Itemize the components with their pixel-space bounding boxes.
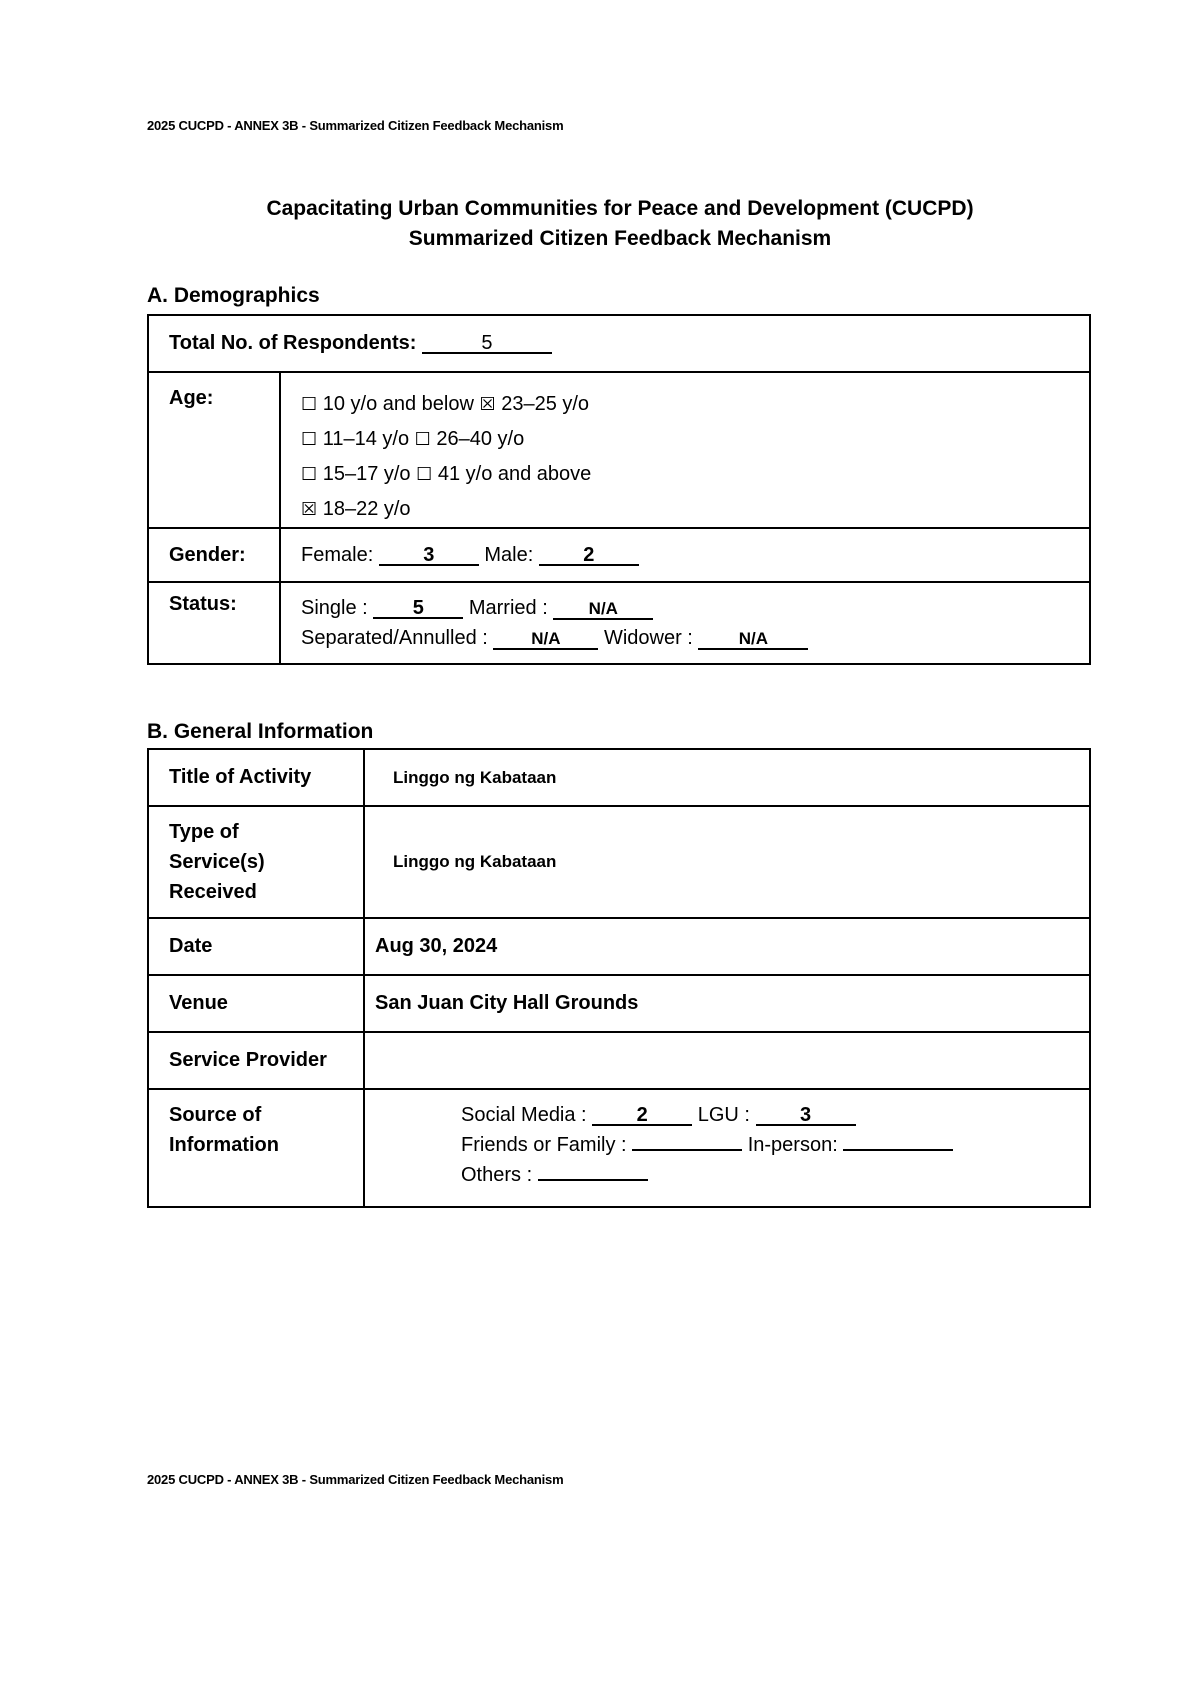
- age-option-label: 18–22 y/o: [322, 498, 411, 520]
- gender-label: Gender:: [148, 528, 280, 582]
- checkbox-age-11-14[interactable]: ☐: [301, 429, 318, 450]
- friends-family-label: Friends or Family :: [461, 1134, 627, 1156]
- checkbox-age-41-above[interactable]: ☐: [416, 464, 433, 485]
- document-title: [0, 194, 1200, 254]
- service-provider-label: Service Provider: [148, 1032, 364, 1089]
- checkbox-age-10-below[interactable]: ☐: [301, 394, 318, 415]
- total-respondents-label: Total No. of Respondents:: [169, 332, 417, 354]
- source-of-information-label: Source of Information: [148, 1089, 364, 1207]
- in-person-label: In-person:: [747, 1134, 838, 1156]
- header-note: 2025 CUCPD - ANNEX 3B - Summarized Citizen Feedback Mechanism: [147, 118, 564, 133]
- married-count[interactable]: N/A: [553, 600, 653, 620]
- age-option-label: 26–40 y/o: [436, 428, 525, 450]
- single-label: Single :: [301, 597, 368, 619]
- general-info-table: [147, 748, 1091, 1208]
- checkbox-age-23-25[interactable]: ☒: [479, 394, 496, 415]
- title-of-activity-value[interactable]: Linggo ng Kabataan: [364, 749, 1090, 806]
- checkbox-age-26-40[interactable]: ☐: [414, 429, 431, 450]
- date-label: Date: [148, 918, 364, 975]
- footer-note: 2025 CUCPD - ANNEX 3B - Summarized Citizen Feedback Mechanism: [147, 1472, 564, 1487]
- source-of-information-options: [364, 1089, 1090, 1207]
- age-option-label: 11–14 y/o: [322, 428, 410, 450]
- lgu-label: LGU :: [697, 1104, 750, 1126]
- venue-row: [148, 975, 1090, 1032]
- source-of-information-row: [148, 1089, 1090, 1207]
- title-line-2: Summarized Citizen Feedback Mechanism: [408, 227, 832, 250]
- demographics-table: [147, 314, 1091, 665]
- others-count[interactable]: [538, 1179, 648, 1181]
- type-of-service-label: Type of Service(s) Received: [148, 806, 364, 918]
- lgu-count[interactable]: 3: [756, 1106, 856, 1126]
- type-of-service-row: [148, 806, 1090, 918]
- male-label: Male:: [484, 543, 534, 566]
- social-media-label: Social Media :: [461, 1104, 587, 1126]
- age-option-label: 15–17 y/o: [322, 463, 411, 485]
- service-provider-value[interactable]: [364, 1032, 1090, 1089]
- title-of-activity-label: Title of Activity: [148, 749, 364, 806]
- age-label: Age:: [148, 372, 280, 528]
- date-value[interactable]: Aug 30, 2024: [364, 918, 1090, 975]
- total-respondents-row: [148, 315, 1090, 372]
- others-label: Others :: [461, 1164, 533, 1186]
- status-label: Status:: [148, 582, 280, 664]
- venue-value[interactable]: San Juan City Hall Grounds: [364, 975, 1090, 1032]
- age-options: [280, 372, 1090, 528]
- separated-label: Separated/Annulled :: [301, 627, 488, 649]
- age-option-label: 23–25 y/o: [501, 393, 590, 415]
- checkbox-age-15-17[interactable]: ☐: [301, 464, 318, 485]
- married-label: Married :: [468, 597, 548, 619]
- widower-label: Widower :: [603, 627, 693, 649]
- status-row: [148, 582, 1090, 664]
- age-option-label: 10 y/o and below: [322, 393, 474, 415]
- single-count[interactable]: 5: [373, 599, 463, 619]
- separated-count[interactable]: N/A: [493, 630, 598, 650]
- age-row: [148, 372, 1090, 528]
- checkbox-age-18-22[interactable]: ☒: [301, 499, 318, 520]
- social-media-count[interactable]: 2: [592, 1106, 692, 1126]
- female-count[interactable]: 3: [379, 546, 479, 566]
- gender-row: [148, 528, 1090, 582]
- male-count[interactable]: 2: [539, 546, 639, 566]
- section-heading-demographics: A. Demographics: [147, 284, 320, 307]
- in-person-count[interactable]: [843, 1149, 953, 1151]
- title-of-activity-row: [148, 749, 1090, 806]
- type-of-service-value[interactable]: Linggo ng Kabataan: [364, 806, 1090, 918]
- title-line-1: Capacitating Urban Communities for Peace and Development (CUCPD): [266, 197, 974, 220]
- total-respondents-value: 5: [422, 334, 552, 354]
- section-heading-general-info: B. General Information: [147, 720, 374, 743]
- age-option-label: 41 y/o and above: [437, 463, 592, 485]
- date-row: [148, 918, 1090, 975]
- friends-family-count[interactable]: [632, 1149, 742, 1151]
- service-provider-row: [148, 1032, 1090, 1089]
- widower-count[interactable]: N/A: [698, 630, 808, 650]
- venue-label: Venue: [148, 975, 364, 1032]
- female-label: Female:: [301, 543, 374, 566]
